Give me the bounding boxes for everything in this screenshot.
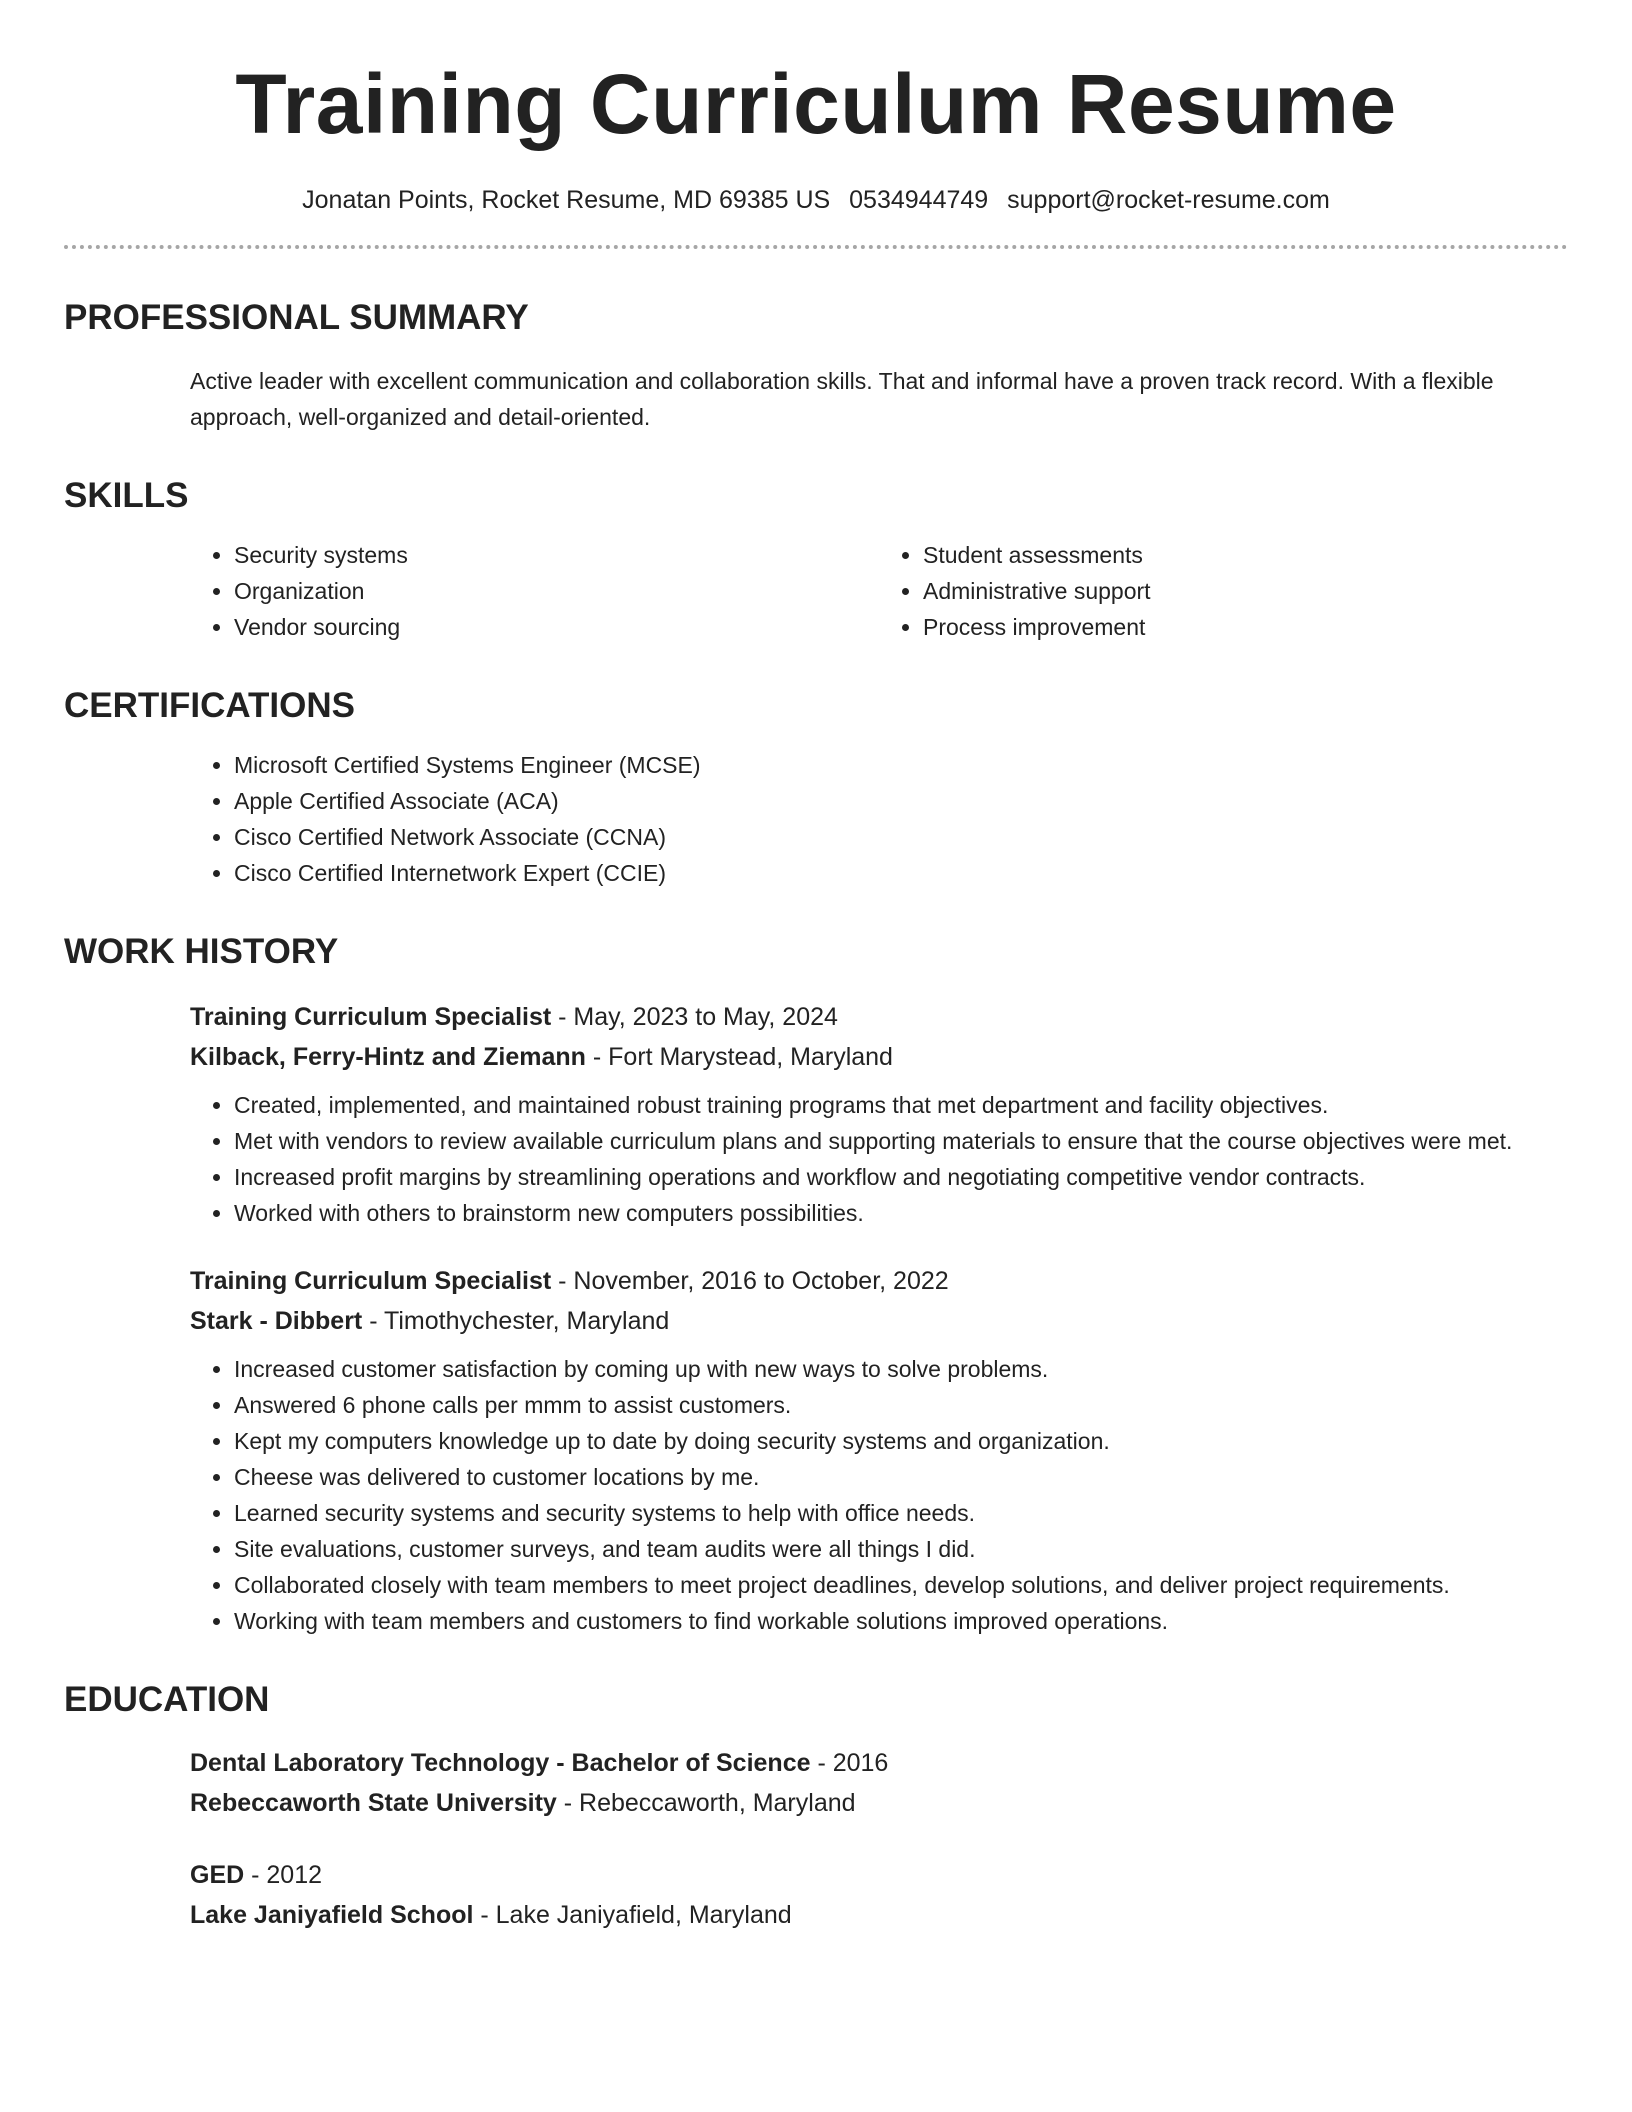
job-bullet: • Answered 6 phone calls per mmm to assist customers. (234, 1387, 1568, 1423)
skill-item: • Process improvement (923, 609, 1568, 645)
job-entry (64, 1261, 1568, 1639)
job-company: Stark - Dibbert (190, 1307, 363, 1335)
job-bullet: • Collaborated closely with team members to meet project deadlines, develop solutions, and deliver project requirements. (234, 1567, 1568, 1603)
resume-title: Training Curriculum Resume (235, 57, 1397, 151)
job-location: - Fort Marystead, Maryland (585, 1043, 893, 1071)
header-divider (64, 245, 1568, 249)
work-history-section (64, 931, 1568, 1639)
job-bullet: • Met with vendors to review available curriculum plans and supporting materials to ensure that the course objectives were met. (234, 1123, 1568, 1159)
education-location: - Rebeccaworth, Maryland (556, 1789, 856, 1817)
skill-item: • Vendor sourcing (234, 609, 879, 645)
education-degree-line (190, 1855, 1568, 1895)
job-company-line (190, 1037, 1568, 1077)
skills-section (64, 475, 1568, 645)
education-school: Lake Janiyafield School (190, 1901, 474, 1929)
summary-text: Active leader with excellent communication and collaboration skills. That and informal have a proven track record. With a flexible approach, well-organized and detail-oriented. (190, 368, 1494, 430)
skills-list-right (879, 537, 1568, 645)
certification-item: • Microsoft Certified Systems Engineer (MCSE) (234, 747, 1568, 783)
job-bullet: • Created, implemented, and maintained robust training programs that met department and facility objectives. (234, 1087, 1568, 1123)
summary-section (64, 297, 1568, 435)
education-school-line (190, 1895, 1568, 1935)
skill-item: • Organization (234, 573, 879, 609)
work-history-heading: WORK HISTORY (64, 932, 339, 971)
job-dates: - May, 2023 to May, 2024 (551, 1003, 838, 1031)
summary-heading: PROFESSIONAL SUMMARY (64, 298, 529, 337)
skill-item: • Student assessments (923, 537, 1568, 573)
job-dates: - November, 2016 to October, 2022 (551, 1267, 949, 1295)
job-bullet: • Increased profit margins by streamlining operations and workflow and negotiating competitive vendor contracts. (234, 1159, 1568, 1195)
skills-list-left (190, 537, 879, 645)
contact-email: support@rocket-resume.com (1007, 186, 1330, 214)
certification-item: • Cisco Certified Internetwork Expert (CCIE) (234, 855, 1568, 891)
education-section (64, 1679, 1568, 1935)
job-bullet: • Working with team members and customers to find workable solutions improved operations. (234, 1603, 1568, 1639)
contact-phone: 0534944749 (849, 186, 989, 214)
education-heading: EDUCATION (64, 1680, 270, 1719)
skills-columns (64, 537, 1568, 645)
job-title: Training Curriculum Specialist (190, 1267, 552, 1295)
education-entry (64, 1743, 1568, 1823)
job-bullets (190, 1351, 1568, 1639)
job-company: Kilback, Ferry-Hintz and Ziemann (190, 1043, 586, 1071)
education-degree-line (190, 1743, 1568, 1783)
job-bullet: • Kept my computers knowledge up to date by doing security systems and organization. (234, 1423, 1568, 1459)
education-location: - Lake Janiyafield, Maryland (473, 1901, 792, 1929)
job-company-line (190, 1301, 1568, 1341)
job-location: - Timothychester, Maryland (362, 1307, 670, 1335)
education-school-line (190, 1783, 1568, 1823)
certifications-heading: CERTIFICATIONS (64, 686, 356, 725)
certification-item: • Cisco Certified Network Associate (CCNA) (234, 819, 1568, 855)
certifications-list (190, 747, 1568, 891)
certification-item: • Apple Certified Associate (ACA) (234, 783, 1568, 819)
skill-item: • Security systems (234, 537, 879, 573)
certifications-wrap (64, 747, 1568, 891)
job-bullet: • Site evaluations, customer surveys, and team audits were all things I did. (234, 1531, 1568, 1567)
job-title-line (190, 997, 1568, 1037)
contact-address: Jonatan Points, Rocket Resume, MD 69385 US (302, 186, 831, 214)
education-degree: Dental Laboratory Technology - Bachelor of Science (190, 1749, 811, 1777)
education-year: - 2012 (244, 1861, 323, 1889)
education-entry (64, 1855, 1568, 1935)
contact-line (64, 186, 1568, 215)
skill-item: • Administrative support (923, 573, 1568, 609)
job-bullet: • Learned security systems and security systems to help with office needs. (234, 1495, 1568, 1531)
job-bullet: • Cheese was delivered to customer locations by me. (234, 1459, 1568, 1495)
job-bullet: • Worked with others to brainstorm new computers possibilities. (234, 1195, 1568, 1231)
job-entry (64, 997, 1568, 1231)
education-year: - 2016 (810, 1749, 889, 1777)
education-school: Rebeccaworth State University (190, 1789, 557, 1817)
job-bullets (190, 1087, 1568, 1231)
job-title-line (190, 1261, 1568, 1301)
education-degree: GED (190, 1861, 245, 1889)
job-bullet: • Increased customer satisfaction by coming up with new ways to solve problems. (234, 1351, 1568, 1387)
certifications-section (64, 685, 1568, 891)
skills-heading: SKILLS (64, 476, 189, 515)
job-title: Training Curriculum Specialist (190, 1003, 552, 1031)
